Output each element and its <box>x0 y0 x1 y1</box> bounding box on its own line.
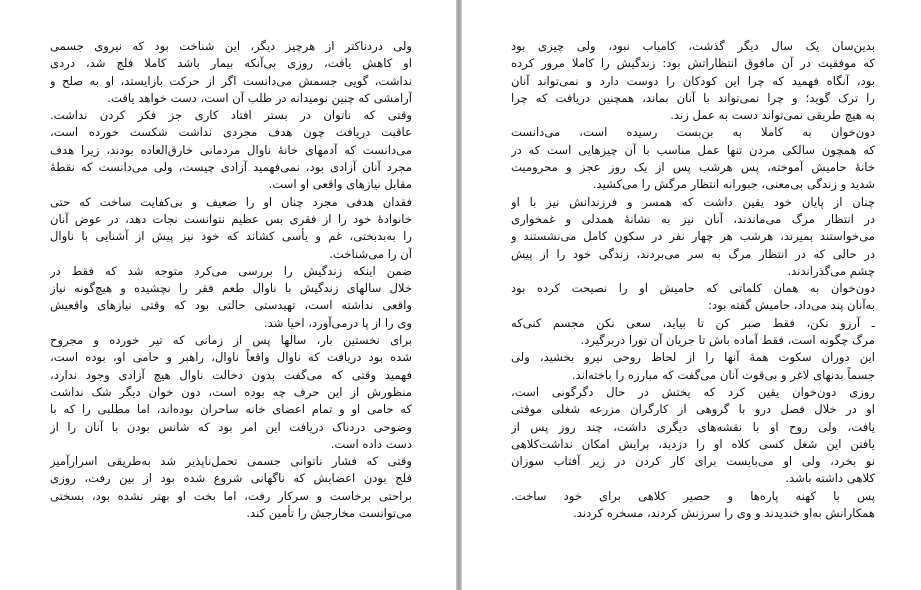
text-line: را به‌بدبختی، غم و یأسی کشاند که خود نیز پیش از آشنایی با ناوال <box>50 229 412 244</box>
text-line: ـ آرزو نکن، فقط صبر کن تا بیاید، سعی نکن مجسم کنی‌که <box>511 315 875 330</box>
text-line: نداشت، گویی جسمش می‌دانست اگر از حرکت بازایستد، او به صلح و <box>50 73 412 88</box>
text-line: برای نخستین بار، سالها پس از زمانی که تیر خورده و مجروح <box>50 333 412 348</box>
text-line: نو بخرد، ولی او می‌بایست برای کار کردن در زیر آفتاب سوزان <box>511 454 875 469</box>
text-line: همکارانش به‌او خندیدند و وی را سرزنش کردند، مسخره کردند. <box>573 506 875 521</box>
text-line: می‌خواستند بمیرند، هرشب هر چهار نفر در سکون کامل می‌نشستند و <box>511 229 875 244</box>
text-line: آرامشی که چنین نومیدانه در طلب آن است، دست خواهد یافت. <box>107 90 412 105</box>
text-line: او در خلال فصل درو با گروهی از کارگران مزرعه شغلی موقتی <box>511 402 875 417</box>
text-line: در حالی که در انتظار مرگ به سر می‌بردند، زندگی خود را از پیش <box>511 246 875 261</box>
text-line: عاقبت دریافت چون هدف مجردی نداشت شکست خورده است، <box>50 125 412 140</box>
text-line: می‌دانست که آدمهای خانهٔ ناوال مردمانی خارق‌العاده بودند، زیرا هدف <box>50 142 412 157</box>
text-line: یافتن این شغل کسی کلاه او را دزدید، برایش امکان نداشت‌کلاهی <box>511 436 875 451</box>
text-line: وقتی که ناتوان در بستر افتاد کاری جز فکر کردن نداشت. <box>50 108 412 123</box>
text-line: چشم می‌گذراندند. <box>787 263 875 278</box>
text-line: جسماً بدنهای لاغر و بی‌قوت آنان می‌گفت که مبارزه را باخته‌اند. <box>571 367 875 382</box>
text-line: فهمید وقتی که می‌گفت بدون دخالت ناوال هیچ آزادی وجود ندارد، <box>50 367 412 382</box>
text-line: مقابل نیازهای واقعی او است. <box>268 177 412 192</box>
text-line: چنان از پایان خود یقین داشت که همسر و فرزندانش نیز با او <box>511 194 875 209</box>
text-line: ضمن اینکه زندگیش را بررسی می‌کرد متوجه شد که فقط در <box>50 263 412 278</box>
text-line: می‌توانست مخارجش را تأمین کند. <box>246 506 412 521</box>
text-line: در انتظار مرگ می‌ماندند، آنان نیز به نشانهٔ همدلی و غمخواری <box>511 211 875 226</box>
text-line: خلال سالهای زندگیش با ناوال طعم فقر را نچشیده و هیچ‌گونه نیاز <box>50 281 412 296</box>
text-line: منظورش از این حرف چه بوده است، دون خوان دیگر شک نداشت <box>50 384 412 399</box>
text-line: دست داده است. <box>330 436 412 451</box>
text-line: که موفقیت در آن مافوق انتظاراتش بود: زندگیش را کاملا مرور کرده <box>511 56 875 71</box>
text-line: وقتی که فشار ناتوانی جسمی تحمل‌ناپذیر شد به‌طریقی اسرارآمیز <box>50 454 412 469</box>
text-line: واقعی نداشته است، تهیدستی حالتی بود که وقتی نیازهای واقعیش <box>50 298 412 313</box>
text-line: آن را می‌شناخت. <box>329 246 412 261</box>
right-page-text <box>511 38 875 522</box>
text-line: که حامی او و تمام اعضای خانه ساحران بوده‌اند، اما مطلبی را که با <box>50 402 412 417</box>
text-line: به هیچ طریقی نمی‌تواند دست به عمل زند. <box>670 108 875 123</box>
text-line: یافت، ولی روح او با نقشه‌های دیگری داشت، چند روز پس از <box>511 419 875 434</box>
left-page <box>0 0 456 590</box>
text-line: فلج بودن اعضایش که ناگهانی شروع شده بود از بین رفت، روزی <box>50 471 412 486</box>
text-line: مرگ چگونه است، فقط آماده باش تا جریان آن تورا دربرگیرد. <box>580 333 875 348</box>
text-line: که همچون سالکی مردن تنها عمل مناسب با آن چیزهایی است که در <box>511 142 875 157</box>
text-line: به‌آنان پند می‌داد، حامیش گفته بود: <box>708 298 875 313</box>
text-line: را ترک گوید؛ و چرا نمی‌تواند با آنان بماند، همچنین دریافت که چرا <box>511 90 875 105</box>
text-line: فقدان هدفی مجرد چنان او را ضعیف و بی‌کفایت ساخت که حتی <box>50 194 412 209</box>
text-line: شدید و زندگی بی‌معنی، جبورانه انتظار مرگش را می‌کشید. <box>592 177 875 192</box>
text-line: پس با کهنه پاره‌ها و حصیر کلاهی برای خود ساخت. <box>511 488 875 503</box>
text-line: شده بود دریافت که ناوال واقعاً ناوال، راهبر و حامی او، بوده است، <box>50 350 412 365</box>
text-line: کلاهی داشته باشد. <box>785 471 875 486</box>
text-line: بدین‌سان یک سال دیگر گذشت، کامیاب نبود، ولی چیزی بود <box>511 39 875 53</box>
text-line: مجرد آنان آزادی بود، نمی‌فهمید آزادی چیست، ولی می‌دانست که نقطهٔ <box>50 160 412 175</box>
text-line: او کاهش یافت، روزی بی‌آنکه بیمار باشد کاملا فلج شد، دردی <box>50 56 412 71</box>
text-line: روزی دون‌خوان یقین کرد که بختش در حال دگرگونی است، <box>511 384 875 399</box>
text-line: این دوران سکوت همهٔ آنها را از لحاظ روحی نیرو بخشید، ولی <box>511 350 875 365</box>
text-line: براحتی برخاست و سرکار رفت، اما بخت او بهتر نشده بود، بسختی <box>50 488 412 503</box>
text-line: دون‌خوان به همان کلماتی که حامیش او را نصیحت کرده بود <box>511 281 875 296</box>
text-line: وی را از پا درمی‌آورد، احیا شد. <box>263 315 412 330</box>
text-line: خانهٔ حامیش آموخته، پس هرشب پس از یک روز عجز و محرومیت <box>511 160 875 175</box>
right-page <box>462 0 921 590</box>
text-line: خانوادهٔ خود را از فقری بس عظیم نتوانست نجات دهد، در عوض آنان <box>50 211 412 226</box>
left-page-text <box>50 38 412 522</box>
text-line: ولی دردناکتر از هرچیز دیگر، این شناخت بود که نیروی جسمی <box>50 39 412 53</box>
text-line: دون‌خوان به کاملا به بن‌بست رسیده است، می‌دانست <box>511 125 875 140</box>
text-line: وضوحی دردناک دریافت این امر بود که شانس بودن با آنان را از <box>50 419 412 434</box>
text-line: بود، آنگاه فهمید که چرا این کودکان را دوست دارد و نمی‌تواند آنان <box>511 73 875 88</box>
